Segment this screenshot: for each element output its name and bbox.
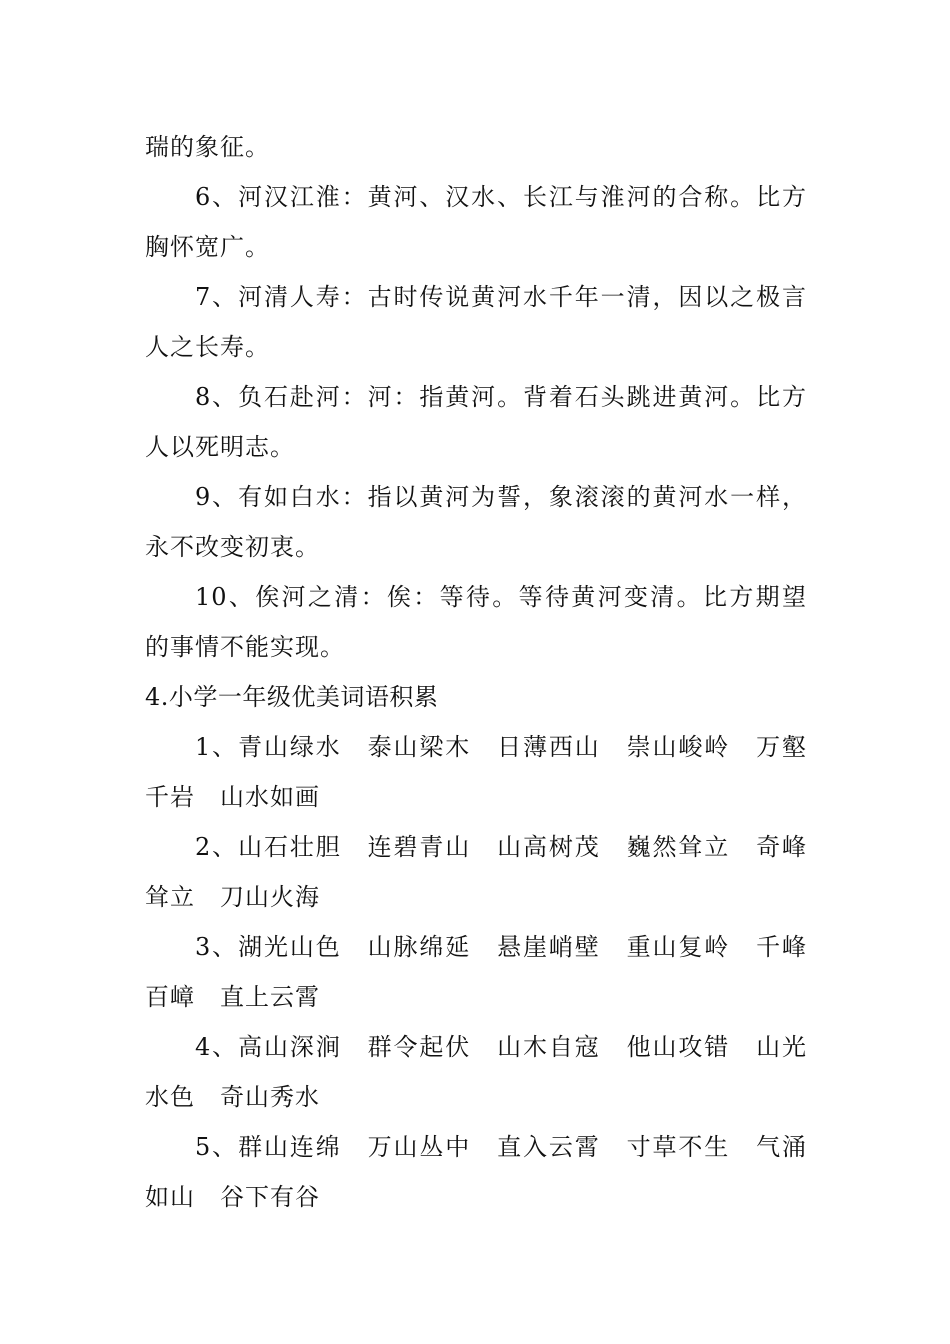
text-line: 4、高山深涧 群令起伏 山木自寇 他山攻错 山光	[195, 1033, 807, 1061]
text-line: 8、负石赴河：河：指黄河。背着石头跳进黄河。比方	[195, 383, 807, 411]
text-line: 2、山石壮胆 连碧青山 山高树茂 巍然耸立 奇峰	[195, 833, 807, 861]
document-page	[145, 122, 807, 1222]
text-line: 人之长寿。	[145, 333, 270, 361]
text-line: 胸怀宽广。	[145, 233, 270, 261]
text-line: 千岩 山水如画	[145, 783, 320, 811]
text-line: 7、河清人寿：古时传说黄河水千年一清，因以之极言	[195, 283, 807, 311]
text-line: 永不改变初衷。	[145, 533, 320, 561]
text-line: 如山 谷下有谷	[145, 1183, 320, 1211]
section-heading: 4.小学一年级优美词语积累	[145, 683, 439, 711]
text-line: 3、湖光山色 山脉绵延 悬崖峭壁 重山复岭 千峰	[195, 933, 807, 961]
text-line: 1、青山绿水 泰山梁木 日薄西山 崇山峻岭 万壑	[195, 733, 807, 761]
text-line: 瑞的象征。	[145, 133, 270, 161]
text-line: 百嶂 直上云霄	[145, 983, 320, 1011]
text-line: 6、河汉江淮：黄河、汉水、长江与淮河的合称。比方	[195, 183, 807, 211]
text-line: 人以死明志。	[145, 433, 295, 461]
text-line: 5、群山连绵 万山丛中 直入云霄 寸草不生 气涌	[195, 1133, 807, 1161]
text-line: 耸立 刀山火海	[145, 883, 320, 911]
text-line: 10、俟河之清：俟：等待。等待黄河变清。比方期望	[195, 583, 807, 611]
text-line: 的事情不能实现。	[145, 633, 345, 661]
text-line: 9、有如白水：指以黄河为誓，象滚滚的黄河水一样，	[195, 483, 807, 511]
text-line: 水色 奇山秀水	[145, 1083, 320, 1111]
